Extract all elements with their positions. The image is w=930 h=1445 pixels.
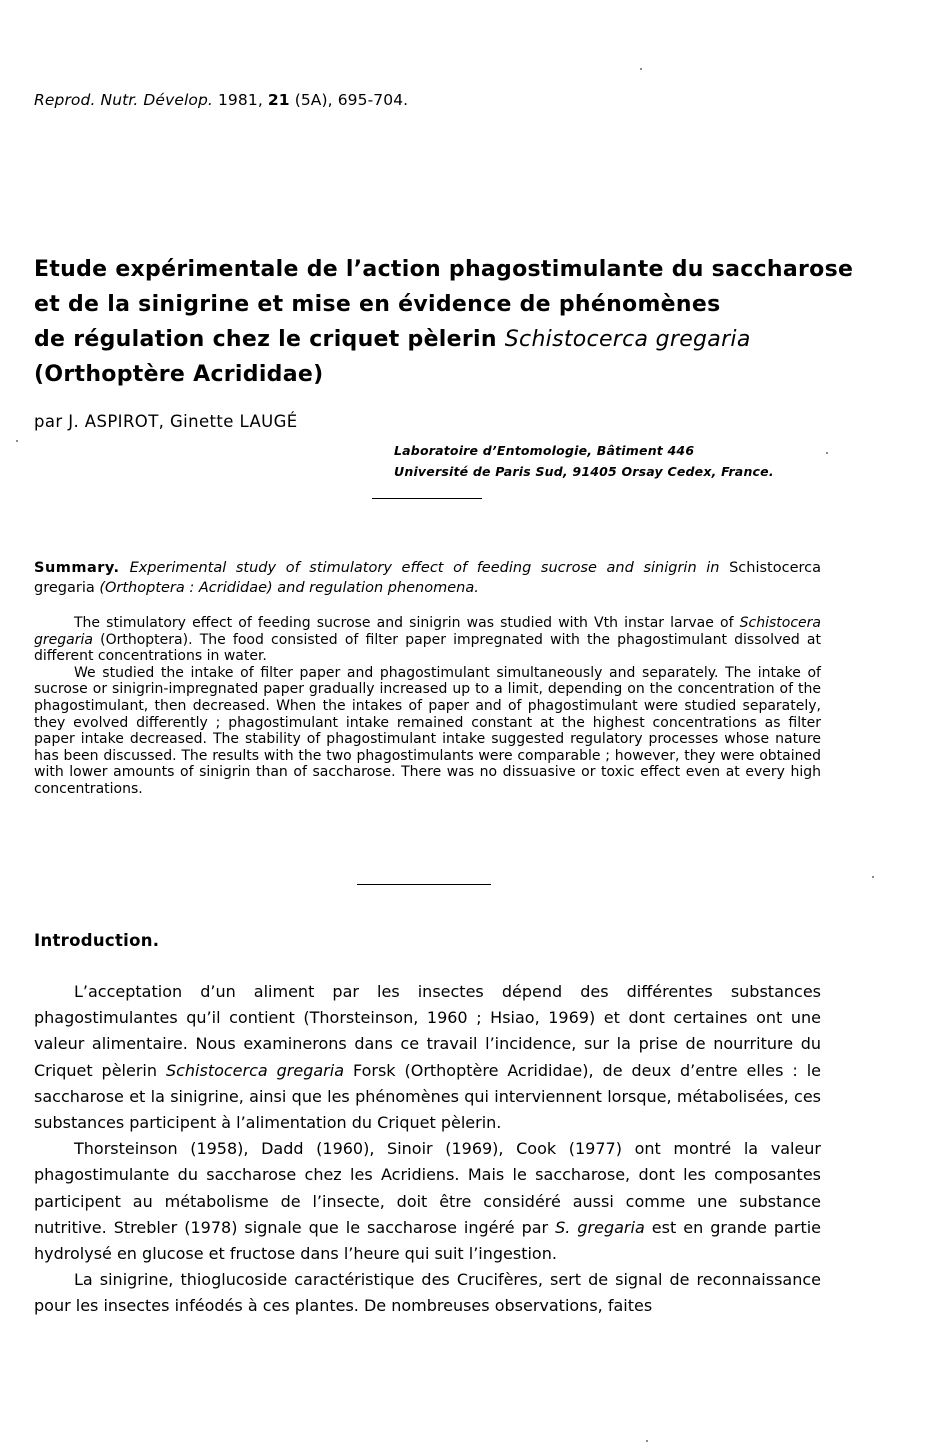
abstract [34, 615, 821, 798]
summary-species: Schistocerca gregaria [34, 560, 821, 596]
title-line: Etude expérimentale de l’action phagostimulante du saccharose [34, 257, 854, 282]
journal-year: 1981, [217, 91, 263, 109]
separator-rule [372, 498, 482, 499]
scan-speck [826, 452, 828, 454]
abstract-paragraph: We studied the intake of filter paper and phagostimulant simultaneously and separately. The intake of sucrose or sinigrin-impregnated paper gradually increased up to a limit, depending on the concentration of the phagostimulant, then decreased. When the intakes of paper and of phagostimulant were studied separately, they evolved differently ; phagostimulant intake remained constant at the highest concentrations as filter paper intake decreased. The stability of phagostimulant intake suggested regulatory processes whose nature has been discussed. The results with the two phagostimulants were comparable ; however, they were obtained with lower amounts of sinigrin than of saccharose. There was no dissuasive or toxic effect even at every high concentrations. [34, 664, 821, 797]
journal-volume: 21 [267, 91, 290, 109]
scan-speck [640, 68, 642, 70]
title-line: et de la sinigrine et mise en évidence de phénomènes [34, 292, 721, 317]
citation [34, 91, 408, 109]
journal-issue-pages: (5A), 695-704. [294, 91, 409, 109]
paper-title [34, 252, 894, 392]
section-heading: Introduction. [34, 931, 160, 950]
affiliation [394, 440, 814, 482]
abstract-paragraph [34, 615, 821, 665]
title-species: Schistocerca gregaria [504, 327, 751, 352]
summary-label: Summary. [34, 560, 120, 576]
abstract-species: Schistocera gregaria [34, 615, 821, 648]
separator-rule [357, 884, 491, 885]
body-paragraph [34, 979, 821, 1136]
title-line [34, 322, 894, 357]
body-text: Forsk (Orthoptère Acrididae), de deux d’entre elles : le saccharose et la sinigrine, ainsi que les phénomènes qui interviennent lorsque, métabolisées, ces substances participent à l’alimentation du Criquet pèlerin. [34, 1060, 821, 1133]
summary-heading [34, 558, 821, 598]
scan-speck [16, 440, 18, 442]
title-line: (Orthoptère Acrididae) [34, 362, 324, 387]
scan-speck [872, 876, 874, 878]
authors: par J. ASPIROT, Ginette LAUGÉ [34, 412, 298, 431]
affiliation-line: Laboratoire d’Entomologie, Bâtiment 446 [394, 443, 695, 458]
title-text: de régulation chez le criquet pèlerin [34, 327, 505, 352]
body-paragraph: La sinigrine, thioglucoside caractéristique des Crucifères, sert de signal de reconnaissance pour les insectes inféodés à ces plantes. De nombreuses observations, faites [34, 1270, 821, 1316]
body-text: L’acceptation d’un aliment par les insectes dépend des différentes substances phagostimulantes qu’il contient (Thorsteinson, 1960 ; Hsiao, 1969) et dont certaines ont une valeur alimentaire. Nous examinerons dans ce travail l’incidence, sur la prise de nourriture du Criquet pèlerin [34, 982, 821, 1080]
affiliation-line: Université de Paris Sud, 91405 Orsay Cedex, France. [394, 464, 774, 479]
summary-title: Experimental study of stimulatory effect of feeding sucrose and sinigrin in [129, 560, 720, 576]
introduction-body [34, 979, 821, 1320]
scan-speck [646, 1440, 648, 1442]
body-text: est en grande partie hydrolysé en glucose et fructose dans l’heure qui suit l’ingestion. [34, 1217, 822, 1264]
abstract-text: (Orthoptera). The food consisted of filter paper impregnated with the phagostimulant dissolved at different concentrations in water. [34, 631, 821, 665]
body-paragraph [34, 1136, 821, 1267]
body-species: Schistocerca gregaria [165, 1060, 344, 1080]
body-species: S. gregaria [555, 1217, 645, 1237]
summary-title-cont: (Orthoptera : Acrididae) and regulation phenomena. [99, 580, 479, 596]
abstract-text: The stimulatory effect of feeding sucrose and sinigrin was studied with Vth instar larvae of [74, 615, 740, 631]
journal-name: Reprod. Nutr. Dévelop. [34, 91, 213, 109]
body-text: Thorsteinson (1958), Dadd (1960), Sinoir (1969), Cook (1977) ont montré la valeur phagostimulante du saccharose chez les Acridiens. Mais le saccharose, dont les composantes participent au métabolisme de l’insecte, doit être considéré aussi comme une substance nutritive. Strebler (1978) signale que le saccharose ingéré par [34, 1139, 821, 1237]
